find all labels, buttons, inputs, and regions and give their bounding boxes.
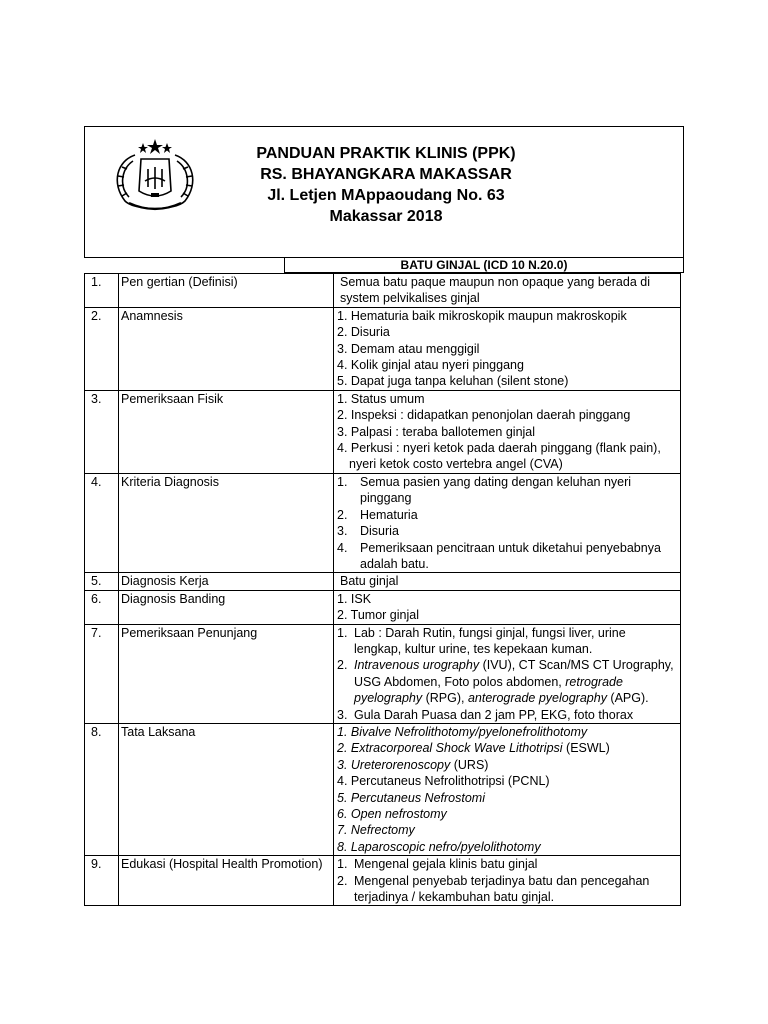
table-row	[85, 624, 681, 723]
italic-term: retrograde pyelography	[354, 674, 623, 706]
row-content	[334, 723, 681, 855]
row-content	[334, 856, 681, 906]
row-content	[334, 590, 681, 624]
list-item: 1. Hematuria baik mikroskopik maupun makroskopik	[337, 308, 627, 323]
list-item: 4. Kolik ginjal atau nyeri pinggang	[337, 358, 524, 373]
list-marker: 3.	[337, 524, 348, 539]
row-number: 6.	[85, 590, 119, 624]
row-content	[334, 624, 681, 723]
list-item: 5. Dapat juga tanpa keluhan (silent stone)	[337, 374, 569, 389]
list-text: Gula Darah Puasa dan 2 jam PP, EKG, foto thorax	[354, 707, 634, 722]
list-item: 4. Perkusi : nyeri ketok pada daerah pinggang (flank pain), nyeri ketok costo vertebra angel (CVA)	[337, 441, 661, 472]
row-content	[334, 473, 681, 572]
table-row	[85, 274, 681, 308]
list-item	[337, 657, 676, 706]
text-fragment: (APG).	[606, 691, 649, 706]
table-row	[85, 590, 681, 624]
header-title-block	[85, 143, 683, 227]
hospital-address: Jl. Letjen MAppaoudang No. 63	[267, 187, 505, 204]
list-item	[337, 740, 676, 756]
table-row	[85, 573, 681, 590]
row-content	[334, 307, 681, 390]
text-fragment: (ESWL)	[562, 741, 610, 756]
list-marker: 4.	[337, 540, 348, 555]
hospital-name: RS. BHAYANGKARA MAKASSAR	[260, 166, 512, 183]
list-marker: 3.	[337, 707, 348, 722]
list-text: Hematuria	[360, 507, 418, 522]
italic-term: 2. Extracorporeal Shock Wave Lithotripsi	[337, 741, 563, 756]
list-item	[337, 757, 676, 773]
row-content	[334, 390, 681, 473]
list-item: 2. Disuria	[337, 325, 390, 340]
row-title: Pen gertian (Definisi)	[119, 274, 334, 308]
list-text: Disuria	[360, 524, 399, 539]
row-title: Kriteria Diagnosis	[119, 473, 334, 572]
list-item	[337, 856, 676, 872]
list-item: 2. Tumor ginjal	[337, 608, 419, 623]
city-year: Makassar 2018	[329, 208, 443, 225]
text-fragment: (IVU), CT Scan/MS CT Urography, USG Abdomen, Foto polos abdomen,	[354, 658, 674, 689]
text-fragment: (RPG),	[422, 691, 468, 706]
list-item	[337, 523, 676, 539]
list-text: Mengenal gejala klinis batu ginjal	[354, 857, 538, 872]
list-item	[337, 507, 676, 523]
row-title: Pemeriksaan Penunjang	[119, 624, 334, 723]
list-item: 2. Inspeksi : didapatkan penonjolan daerah pinggang	[337, 408, 631, 423]
list-item: 4. Percutaneus Nefrolithotripsi (PCNL)	[337, 774, 550, 789]
row-title: Tata Laksana	[119, 723, 334, 855]
guideline-table	[84, 273, 681, 906]
header-box	[84, 126, 684, 258]
list-text: Pemeriksaan pencitraan untuk diketahui penyebabnya adalah batu.	[360, 540, 661, 571]
list-text	[354, 657, 676, 706]
list-item: 1. ISK	[337, 591, 372, 606]
list-marker: 1.	[337, 474, 348, 489]
list-marker: 2.	[337, 658, 348, 673]
row-number: 2.	[85, 307, 119, 390]
document-subtitle: BATU GINJAL (ICD 10 N.20.0)	[284, 257, 684, 273]
list-item: 8. Laparoscopic nefro/pyelolithotomy	[337, 839, 541, 854]
italic-term: anterograde pyelography	[467, 691, 607, 706]
list-marker: 1.	[337, 857, 348, 872]
list-text: Semua pasien yang dating dengan keluhan nyeri pinggang	[360, 474, 632, 506]
table-row	[85, 307, 681, 390]
list-item	[337, 707, 676, 723]
table-row	[85, 723, 681, 855]
list-item: 6. Open nefrostomy	[337, 807, 447, 821]
row-number: 7.	[85, 624, 119, 723]
list-text: Mengenal penyebab terjadinya batu dan pencegahan terjadinya / kekambuhan batu ginjal.	[354, 873, 650, 905]
italic-term: 3. Ureterorenoscopy	[337, 757, 451, 772]
list-item	[337, 625, 676, 658]
row-title: Pemeriksaan Fisik	[119, 390, 334, 473]
list-item: 3. Demam atau menggigil	[337, 341, 480, 356]
row-title: Diagnosis Kerja	[119, 573, 334, 590]
row-number: 1.	[85, 274, 119, 308]
list-item	[337, 540, 676, 573]
row-title: Anamnesis	[119, 307, 334, 390]
row-content: Semua batu paque maupun non opaque yang berada di system pelvikalises ginjal	[334, 274, 681, 308]
list-marker: 2.	[337, 873, 348, 888]
text-fragment: (URS)	[450, 757, 489, 772]
list-marker: 2.	[337, 507, 348, 522]
table-row	[85, 390, 681, 473]
row-number: 9.	[85, 856, 119, 906]
row-number: 5.	[85, 573, 119, 590]
list-marker: 1.	[337, 625, 348, 640]
table-row	[85, 473, 681, 572]
row-title: Edukasi (Hospital Health Promotion)	[119, 856, 334, 906]
row-number: 4.	[85, 473, 119, 572]
list-item	[337, 474, 676, 507]
header-title: PANDUAN PRAKTIK KLINIS (PPK)	[256, 145, 516, 162]
list-text: Lab : Darah Rutin, fungsi ginjal, fungsi liver, urine lengkap, kultur urine, tes kepekaan kuman.	[354, 625, 626, 656]
row-title: Diagnosis Banding	[119, 590, 334, 624]
row-number: 8.	[85, 723, 119, 855]
italic-term: Intravenous urography	[354, 658, 480, 673]
row-content: Batu ginjal	[334, 573, 681, 590]
list-item: 1. Status umum	[337, 391, 425, 406]
list-item: 1. Bivalve Nefrolithotomy/pyelonefrolithotomy	[337, 724, 588, 739]
row-number: 3.	[85, 390, 119, 473]
list-item: 5. Percutaneus Nefrostomi	[337, 790, 485, 805]
list-item: 7. Nefrectomy	[337, 823, 415, 838]
list-item	[337, 873, 676, 906]
table-row	[85, 856, 681, 906]
list-item: 3. Palpasi : teraba ballotemen ginjal	[337, 424, 536, 439]
